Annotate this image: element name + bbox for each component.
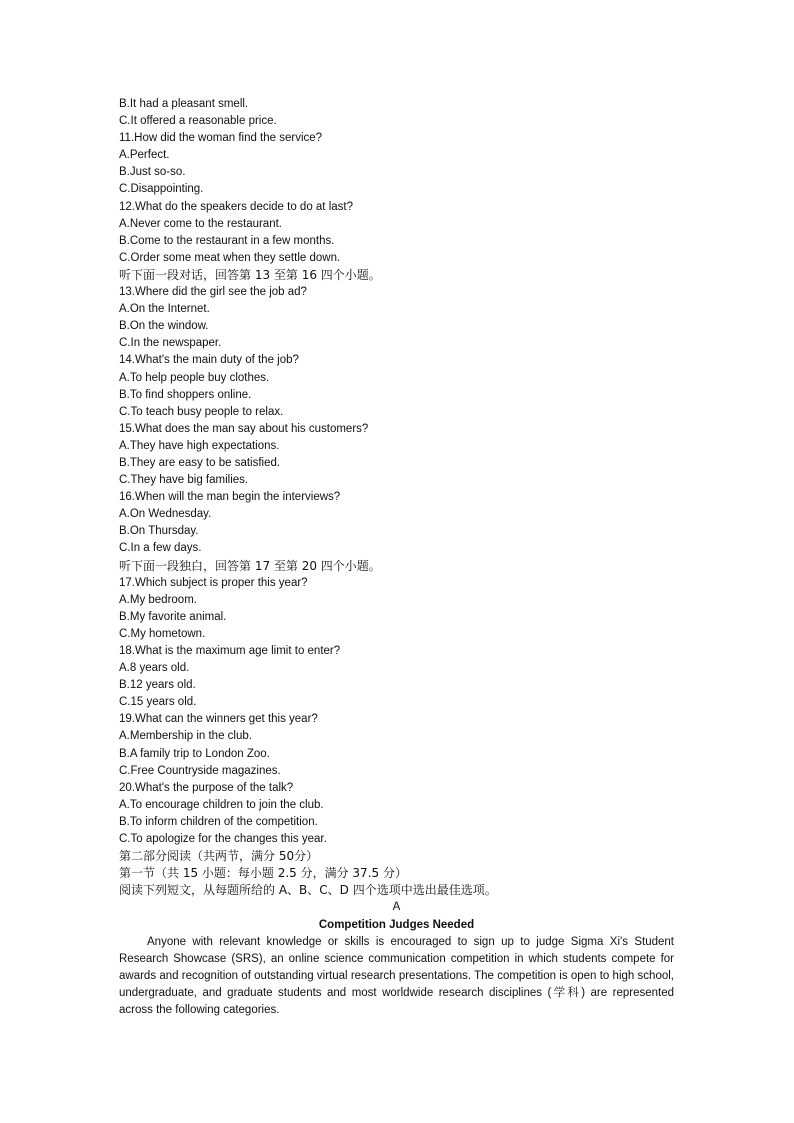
option-line: C.Order some meat when they settle down.	[119, 251, 341, 264]
question-line: 18.What is the maximum age limit to enter?	[119, 645, 341, 657]
text-line: C.It offered a reasonable price.	[119, 115, 277, 128]
passage-paragraph: Anyone with relevant knowledge or skills is encouraged to sign up to judge Sigma Xi's Student Research Showcase (SRS), an online science communication competition in which students compete for awards and recognition of outstanding virtual research presentations. The competition is open to high school, undergraduate, and graduate students and most worldwide research disciplines (学科) are represented across the following categories.	[119, 935, 674, 1016]
question-line: 14.What's the main duty of the job?	[119, 354, 299, 367]
option-line: C.To teach busy people to relax.	[119, 405, 284, 418]
option-line: B.They are easy to be satisfied.	[119, 456, 281, 469]
option-line: A.My bedroom.	[119, 593, 197, 606]
option-line: B.On Thursday.	[119, 525, 199, 538]
text-line: B.It had a pleasant smell.	[119, 98, 249, 110]
option-line: C.15 years old.	[119, 696, 197, 709]
option-line: B.12 years old.	[119, 679, 196, 692]
section-heading: 第一节（共 15 小题：每小题 2.5 分，满分 37.5 分）	[119, 866, 407, 881]
section-instruction: 听下面一段独白，回答第 17 至第 20 四个小题。	[119, 558, 381, 573]
question-line: 15.What does the man say about his customers?	[119, 422, 369, 435]
option-line: B.A family trip to London Zoo.	[119, 747, 270, 760]
option-line: A.On Wednesday.	[119, 508, 212, 521]
passage-title: Competition Judges Needed	[318, 918, 475, 931]
option-line: A.To help people buy clothes.	[119, 371, 270, 384]
option-line: C.In the newspaper.	[119, 337, 222, 350]
option-line: C.In a few days.	[119, 542, 202, 555]
question-line: 13.Where did the girl see the job ad?	[119, 286, 307, 299]
option-line: B.On the window.	[119, 320, 209, 333]
option-line: C.Disappointing.	[119, 183, 204, 196]
document-page	[119, 96, 674, 1019]
option-line: C.Free Countryside magazines.	[119, 764, 281, 777]
question-line: 17.Which subject is proper this year?	[119, 576, 308, 589]
question-line: 20.What's the purpose of the talk?	[119, 781, 294, 794]
option-line: C.My hometown.	[119, 627, 206, 640]
part-heading: 第二部分阅读（共两节，满分 50分）	[119, 849, 319, 864]
option-line: B.Come to the restaurant in a few months.	[119, 234, 335, 247]
question-line: 16.When will the man begin the interviews?	[119, 491, 341, 504]
option-line: B.To inform children of the competition.	[119, 815, 318, 828]
option-line: A.To encourage children to join the club.	[119, 798, 324, 811]
option-line: B.To find shoppers online.	[119, 388, 252, 401]
question-line: 11.How did the woman find the service?	[119, 132, 323, 145]
section-instruction: 阅读下列短文，从每题所给的 A、B、C、D 四个选项中选出最佳选项。	[119, 883, 497, 898]
option-line: A.8 years old.	[119, 662, 190, 675]
option-line: C.They have big families.	[119, 474, 249, 487]
option-line: A.Never come to the restaurant.	[119, 217, 282, 230]
option-line: A.Perfect.	[119, 149, 170, 162]
option-line: B.My favorite animal.	[119, 610, 227, 623]
option-line: A.On the Internet.	[119, 303, 210, 316]
question-line: 19.What can the winners get this year?	[119, 713, 318, 726]
question-line: 12.What do the speakers decide to do at last?	[119, 200, 353, 213]
section-instruction: 听下面一段对话，回答第 13 至第 16 四个小题。	[119, 267, 381, 282]
option-line: C.To apologize for the changes this year.	[119, 833, 327, 846]
option-line: B.Just so-so.	[119, 166, 186, 179]
option-line: A.Membership in the club.	[119, 730, 252, 743]
passage-label: A	[392, 901, 401, 914]
option-line: A.They have high expectations.	[119, 439, 280, 452]
